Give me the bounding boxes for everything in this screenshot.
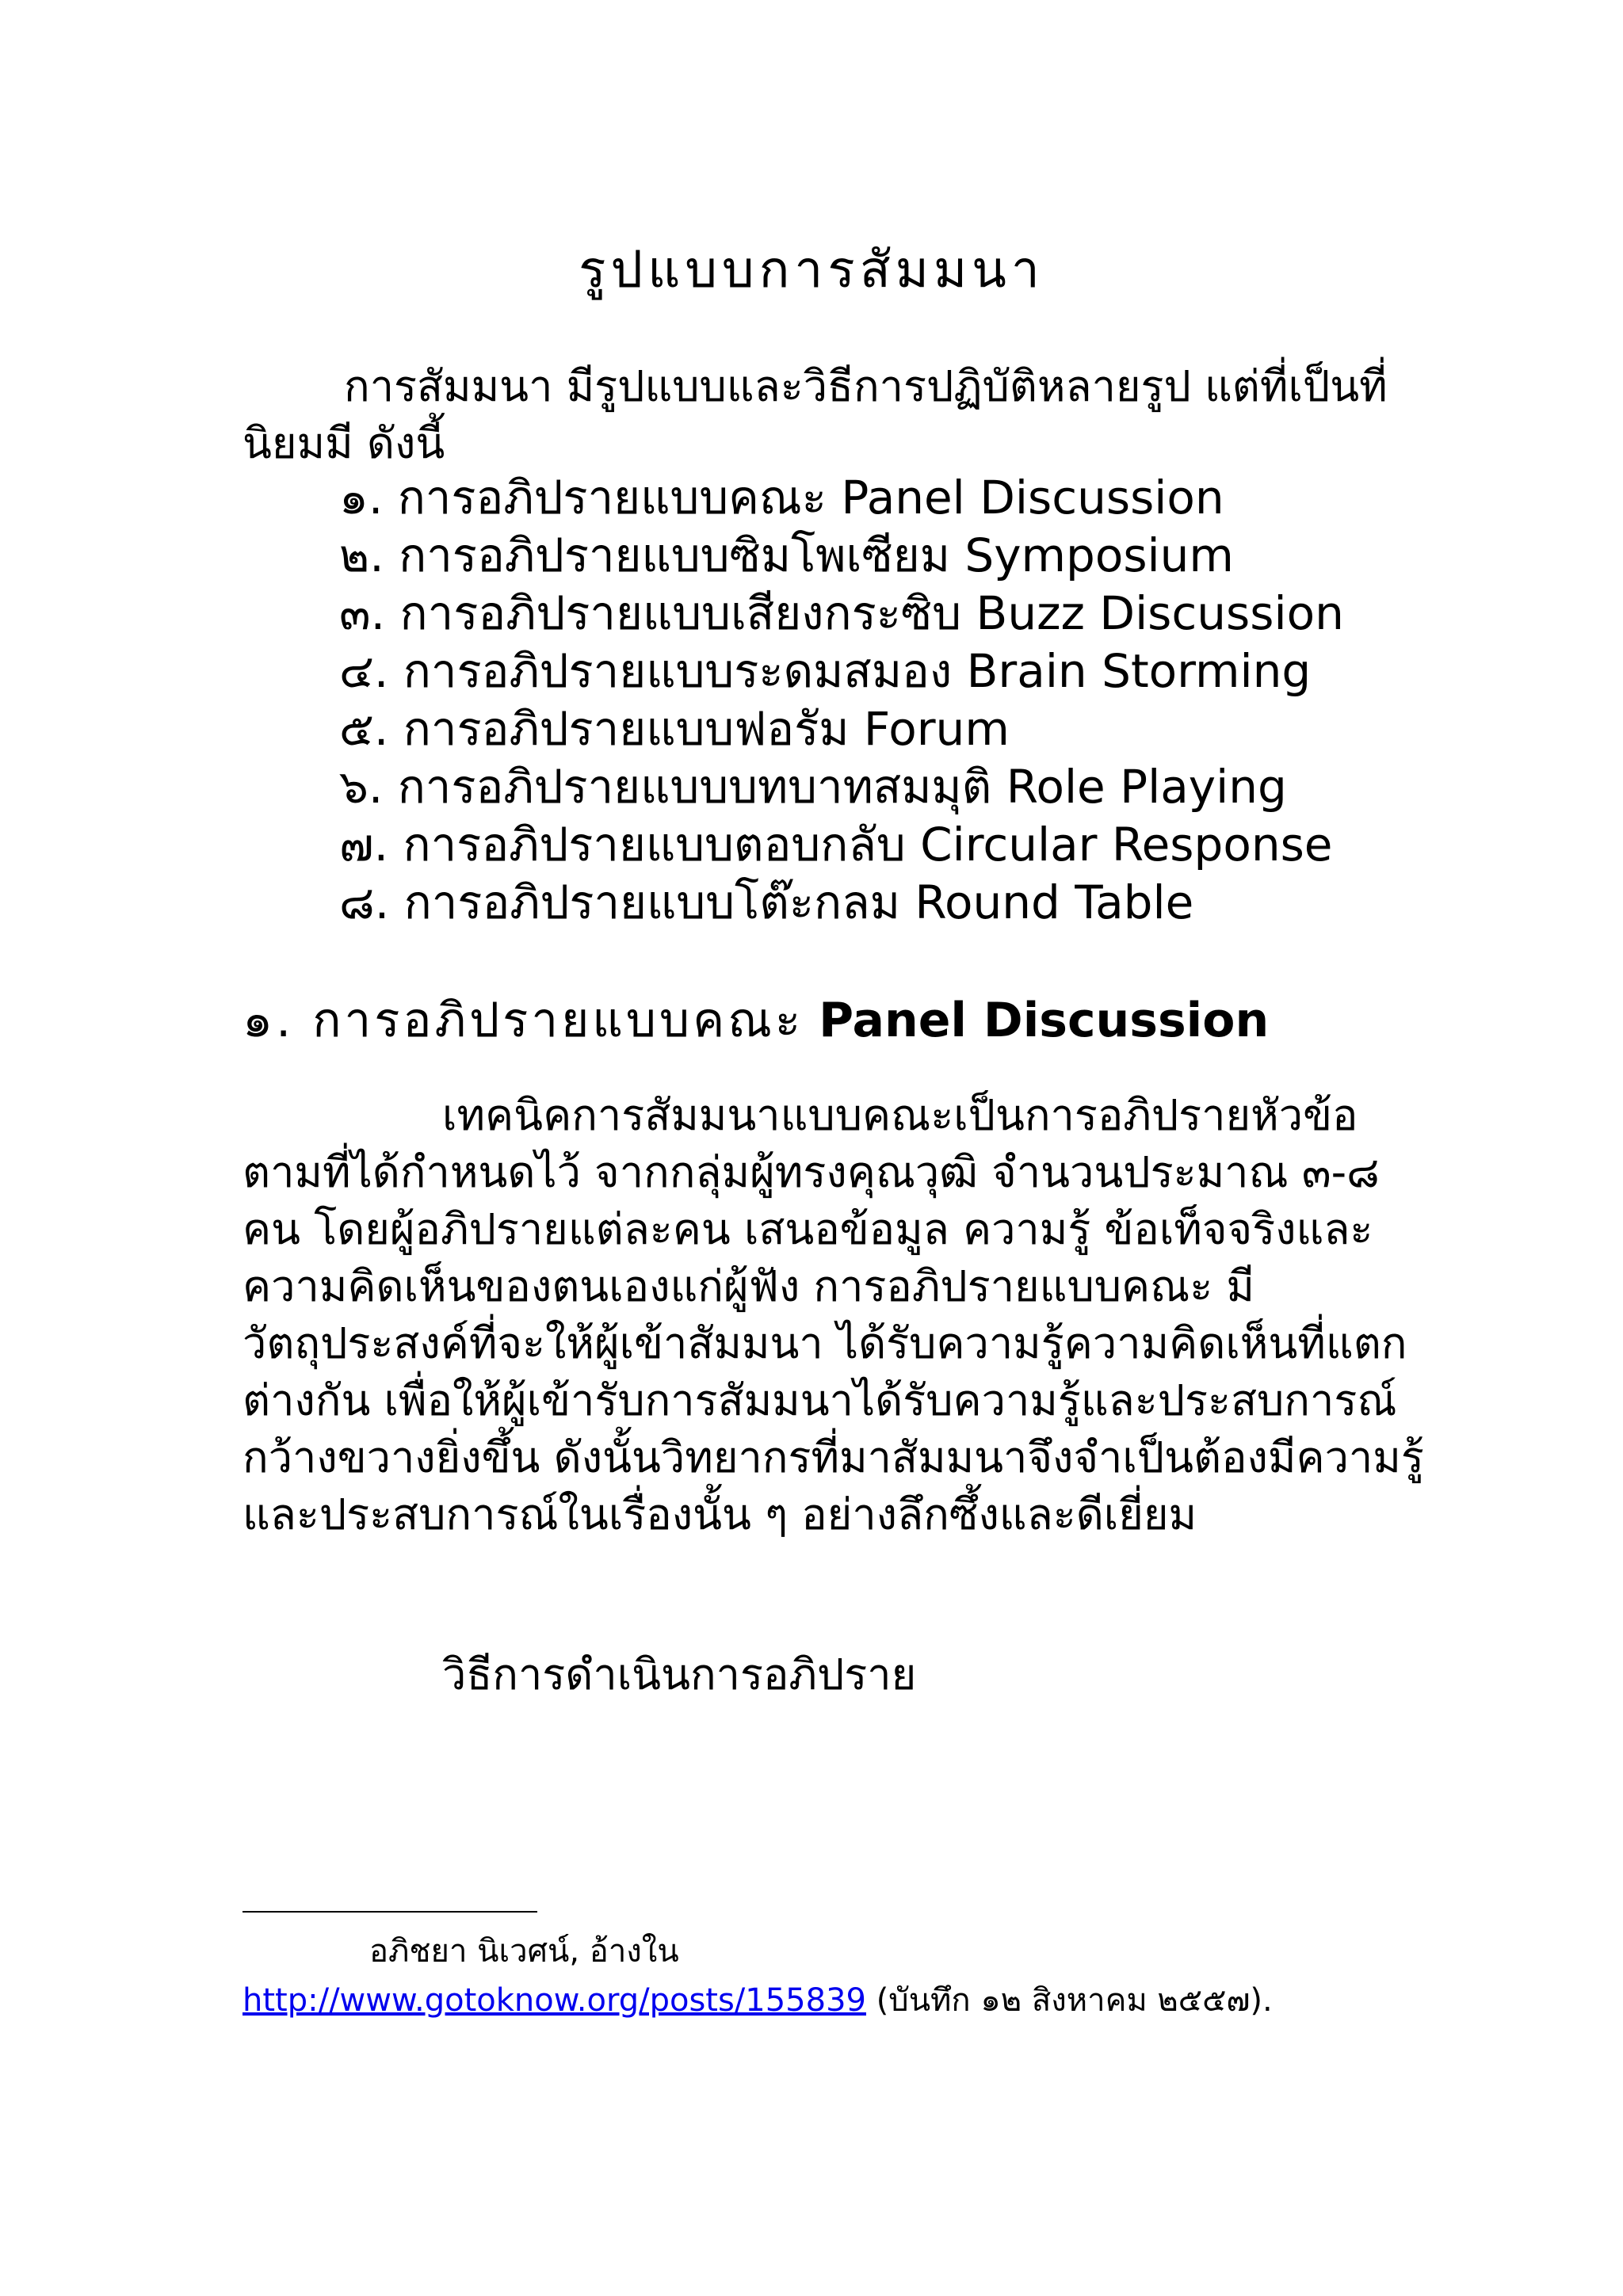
list-item: ๑. การอภิปรายแบบคณะ Panel Discussion <box>339 471 1224 524</box>
list-item: ๖. การอภิปรายแบบบทบาทสมมุติ Role Playing <box>339 760 1287 814</box>
list-item: ๘. การอภิปรายแบบโต๊ะกลม Round Table <box>339 875 1194 929</box>
format-list <box>339 469 1344 932</box>
page-title: รูปแบบการสัมมนา <box>579 241 1044 299</box>
section-heading <box>242 989 1269 1052</box>
list-item: ๕. การอภิปรายแบบฟอรัม Forum <box>339 702 1010 756</box>
footnote-author: อภิชยา นิเวศน์, อ้างใน <box>369 1933 679 1970</box>
list-item: ๔. การอภิปรายแบบระดมสมอง Brain Storming <box>339 644 1312 698</box>
intro-text: การสัมมนา มีรูปแบบและวิธีการปฏิบัติหลายรูป แต่ที่เป็นที่นิยมมี ดังนี้ <box>242 361 1388 468</box>
section-heading-english: Panel Discussion <box>819 993 1270 1048</box>
footnote-link[interactable]: http://www.gotoknow.org/posts/155839 <box>242 1982 866 2019</box>
section-heading-thai: ๑. การอภิปรายแบบคณะ <box>242 993 804 1048</box>
section-paragraph-text: เทคนิคการสัมมนาแบบคณะเป็นการอภิปรายหัวข้อตามที่ได้กำหนดไว้ จากกลุ่มผู้ทรงคุณวุฒิ จำนวนประมาณ ๓-๘ คน โดยผู้อภิปรายแต่ละคน เสนอข้อมูล ความรู้ ข้อเท็จจริงและความคิดเห็นของตนเองแก่ผู้ฟัง การอภิปรายแบบคณะ มีวัตถุประสงค์ที่จะให้ผู้เข้าสัมมนา ได้รับความรู้ความคิดเห็นที่แตกต่างกัน เพื่อให้ผู้เข้ารับการสัมมนาได้รับความรู้และประสบการณ์กว้างขวางยิ่งขึ้น ดังนั้นวิทยากรที่มาสัมมนาจึงจำเป็นต้องมีความรู้และประสบการณ์ในเรื่องนั้น ๆ อย่างลึกซึ้งและดีเยี่ยม <box>242 1090 1424 1539</box>
section-paragraph <box>242 1087 1431 1543</box>
section-subheading: วิธีการดำเนินการอภิปราย <box>442 1650 917 1699</box>
list-item: ๗. การอภิปรายแบบตอบกลับ Circular Response <box>339 818 1333 871</box>
list-item: ๓. การอภิปรายแบบเสียงกระซิบ Buzz Discussion <box>339 586 1344 640</box>
footnote-divider <box>242 1911 537 1913</box>
intro-paragraph <box>242 358 1431 472</box>
footnote <box>242 1927 1431 2025</box>
list-item: ๒. การอภิปรายแบบซิมโพเซียม Symposium <box>339 528 1234 582</box>
footnote-suffix: (บันทึก ๑๒ สิงหาคม ๒๕๕๗). <box>865 1982 1273 2019</box>
